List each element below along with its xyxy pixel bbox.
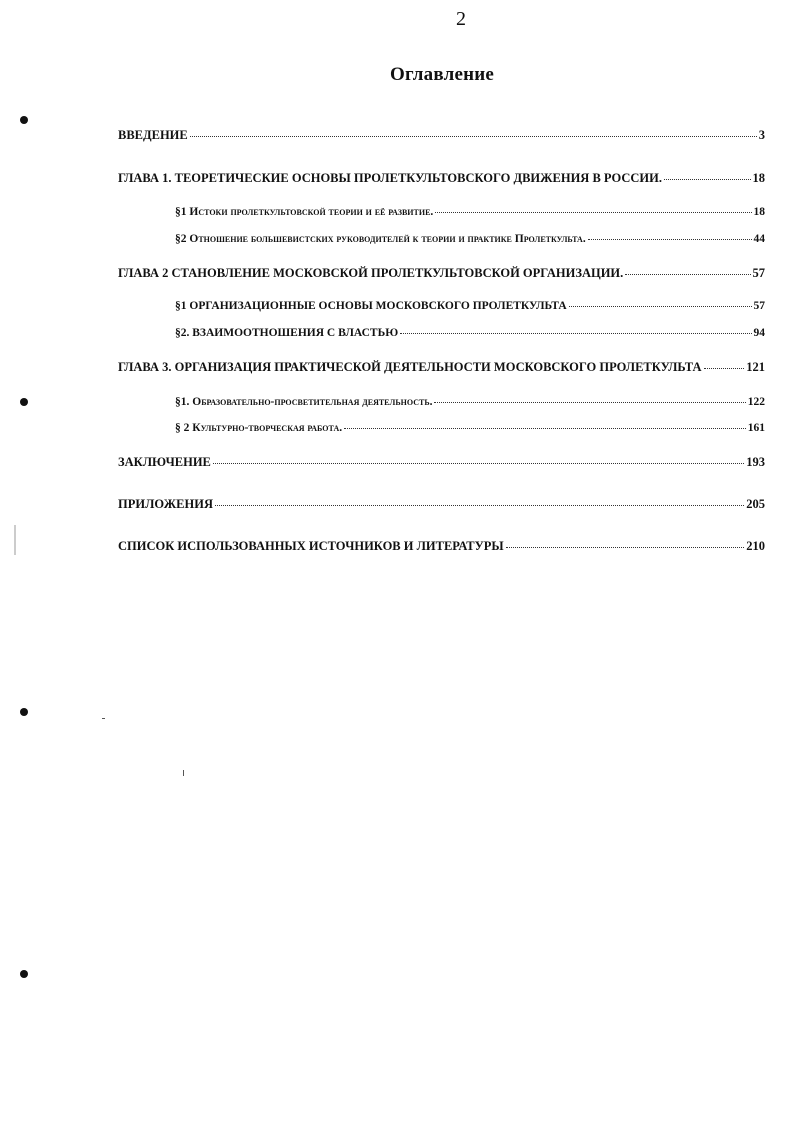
dot-leader [588,239,752,240]
toc-entry-label: §1 Истоки пролеткультовской теории и её развитие. [175,206,434,218]
toc-entry-page: 94 [753,327,765,339]
toc-entry-chapter-1[interactable] [118,171,765,186]
toc-entry-page: 210 [746,539,765,553]
toc-entry-chapter-3[interactable] [118,360,765,375]
toc-entry-page: 57 [752,266,765,280]
toc-entry-page: 44 [753,233,765,245]
toc-entry-introduction[interactable] [118,128,765,143]
page-title: Оглавление [389,64,495,85]
toc-entry-chapter-2-section-2[interactable] [175,327,765,339]
toc-entry-label: ГЛАВА 3. ОРГАНИЗАЦИЯ ПРАКТИЧЕСКОЙ ДЕЯТЕЛЬНОСТИ МОСКОВСКОГО ПРОЛЕТКУЛЬТА [118,360,702,374]
dot-leader [704,368,745,369]
toc-entry-chapter-3-section-2[interactable] [175,422,765,434]
toc-entry-label: СПИСОК ИСПОЛЬЗОВАННЫХ ИСТОЧНИКОВ И ЛИТЕРАТУРЫ [118,539,504,553]
toc-entry-page: 57 [753,300,765,312]
dot-leader [434,402,745,403]
toc-entry-page: 205 [746,497,765,511]
dot-leader [506,547,745,548]
page-number: 2 [456,8,466,30]
dot-leader [344,428,746,429]
toc-entry-page: 18 [753,206,765,218]
toc-entry-page: 3 [758,128,765,142]
toc-entry-page: 122 [747,396,765,408]
toc-entry-label: ВВЕДЕНИЕ [118,128,188,142]
toc-entry-chapter-2[interactable] [118,266,765,281]
toc-entry-label: §1. Образовательно-просветительная деятельность. [175,396,433,408]
toc-entry-conclusion[interactable] [118,455,765,470]
toc-entry-page: 121 [746,360,765,374]
toc-entry-chapter-3-section-1[interactable] [175,396,765,408]
dot-leader [215,505,744,506]
dot-leader [190,136,757,137]
toc-entry-chapter-1-section-1[interactable] [175,206,765,218]
toc-entry-page: 18 [752,171,765,185]
toc-entry-chapter-2-section-1[interactable] [175,300,765,312]
toc-entry-label: ГЛАВА 1. ТЕОРЕТИЧЕСКИЕ ОСНОВЫ ПРОЛЕТКУЛЬТОВСКОГО ДВИЖЕНИЯ В РОССИИ. [118,171,662,185]
dot-leader [435,212,751,213]
toc-entry-label: §2 Отношение большевистских руководителей к теории и практике Пролеткульта. [175,233,586,245]
toc-entry-label: §2. ВЗАИМООТНОШЕНИЯ С ВЛАСТЬЮ [175,327,399,339]
dot-leader [569,306,752,307]
toc-entry-label: §1 ОРГАНИЗАЦИОННЫЕ ОСНОВЫ МОСКОВСКОГО ПРОЛЕТКУЛЬТА [175,300,567,312]
toc-entry-page: 193 [746,455,765,469]
toc-entry-bibliography[interactable] [118,539,765,554]
toc-entry-label: ЗАКЛЮЧЕНИЕ [118,455,211,469]
dot-leader [664,179,751,180]
toc-entry-label: § 2 Культурно-творческая работа. [175,422,343,434]
toc-entry-chapter-1-section-2[interactable] [175,233,765,245]
toc-entry-page: 161 [747,422,765,434]
toc-entry-label: ПРИЛОЖЕНИЯ [118,497,213,511]
dot-leader [400,333,751,334]
toc-entry-appendices[interactable] [118,497,765,512]
dot-leader [625,274,750,275]
dot-leader [213,463,744,464]
toc-entry-label: ГЛАВА 2 СТАНОВЛЕНИЕ МОСКОВСКОЙ ПРОЛЕТКУЛЬТОВСКОЙ ОРГАНИЗАЦИИ. [118,266,624,280]
